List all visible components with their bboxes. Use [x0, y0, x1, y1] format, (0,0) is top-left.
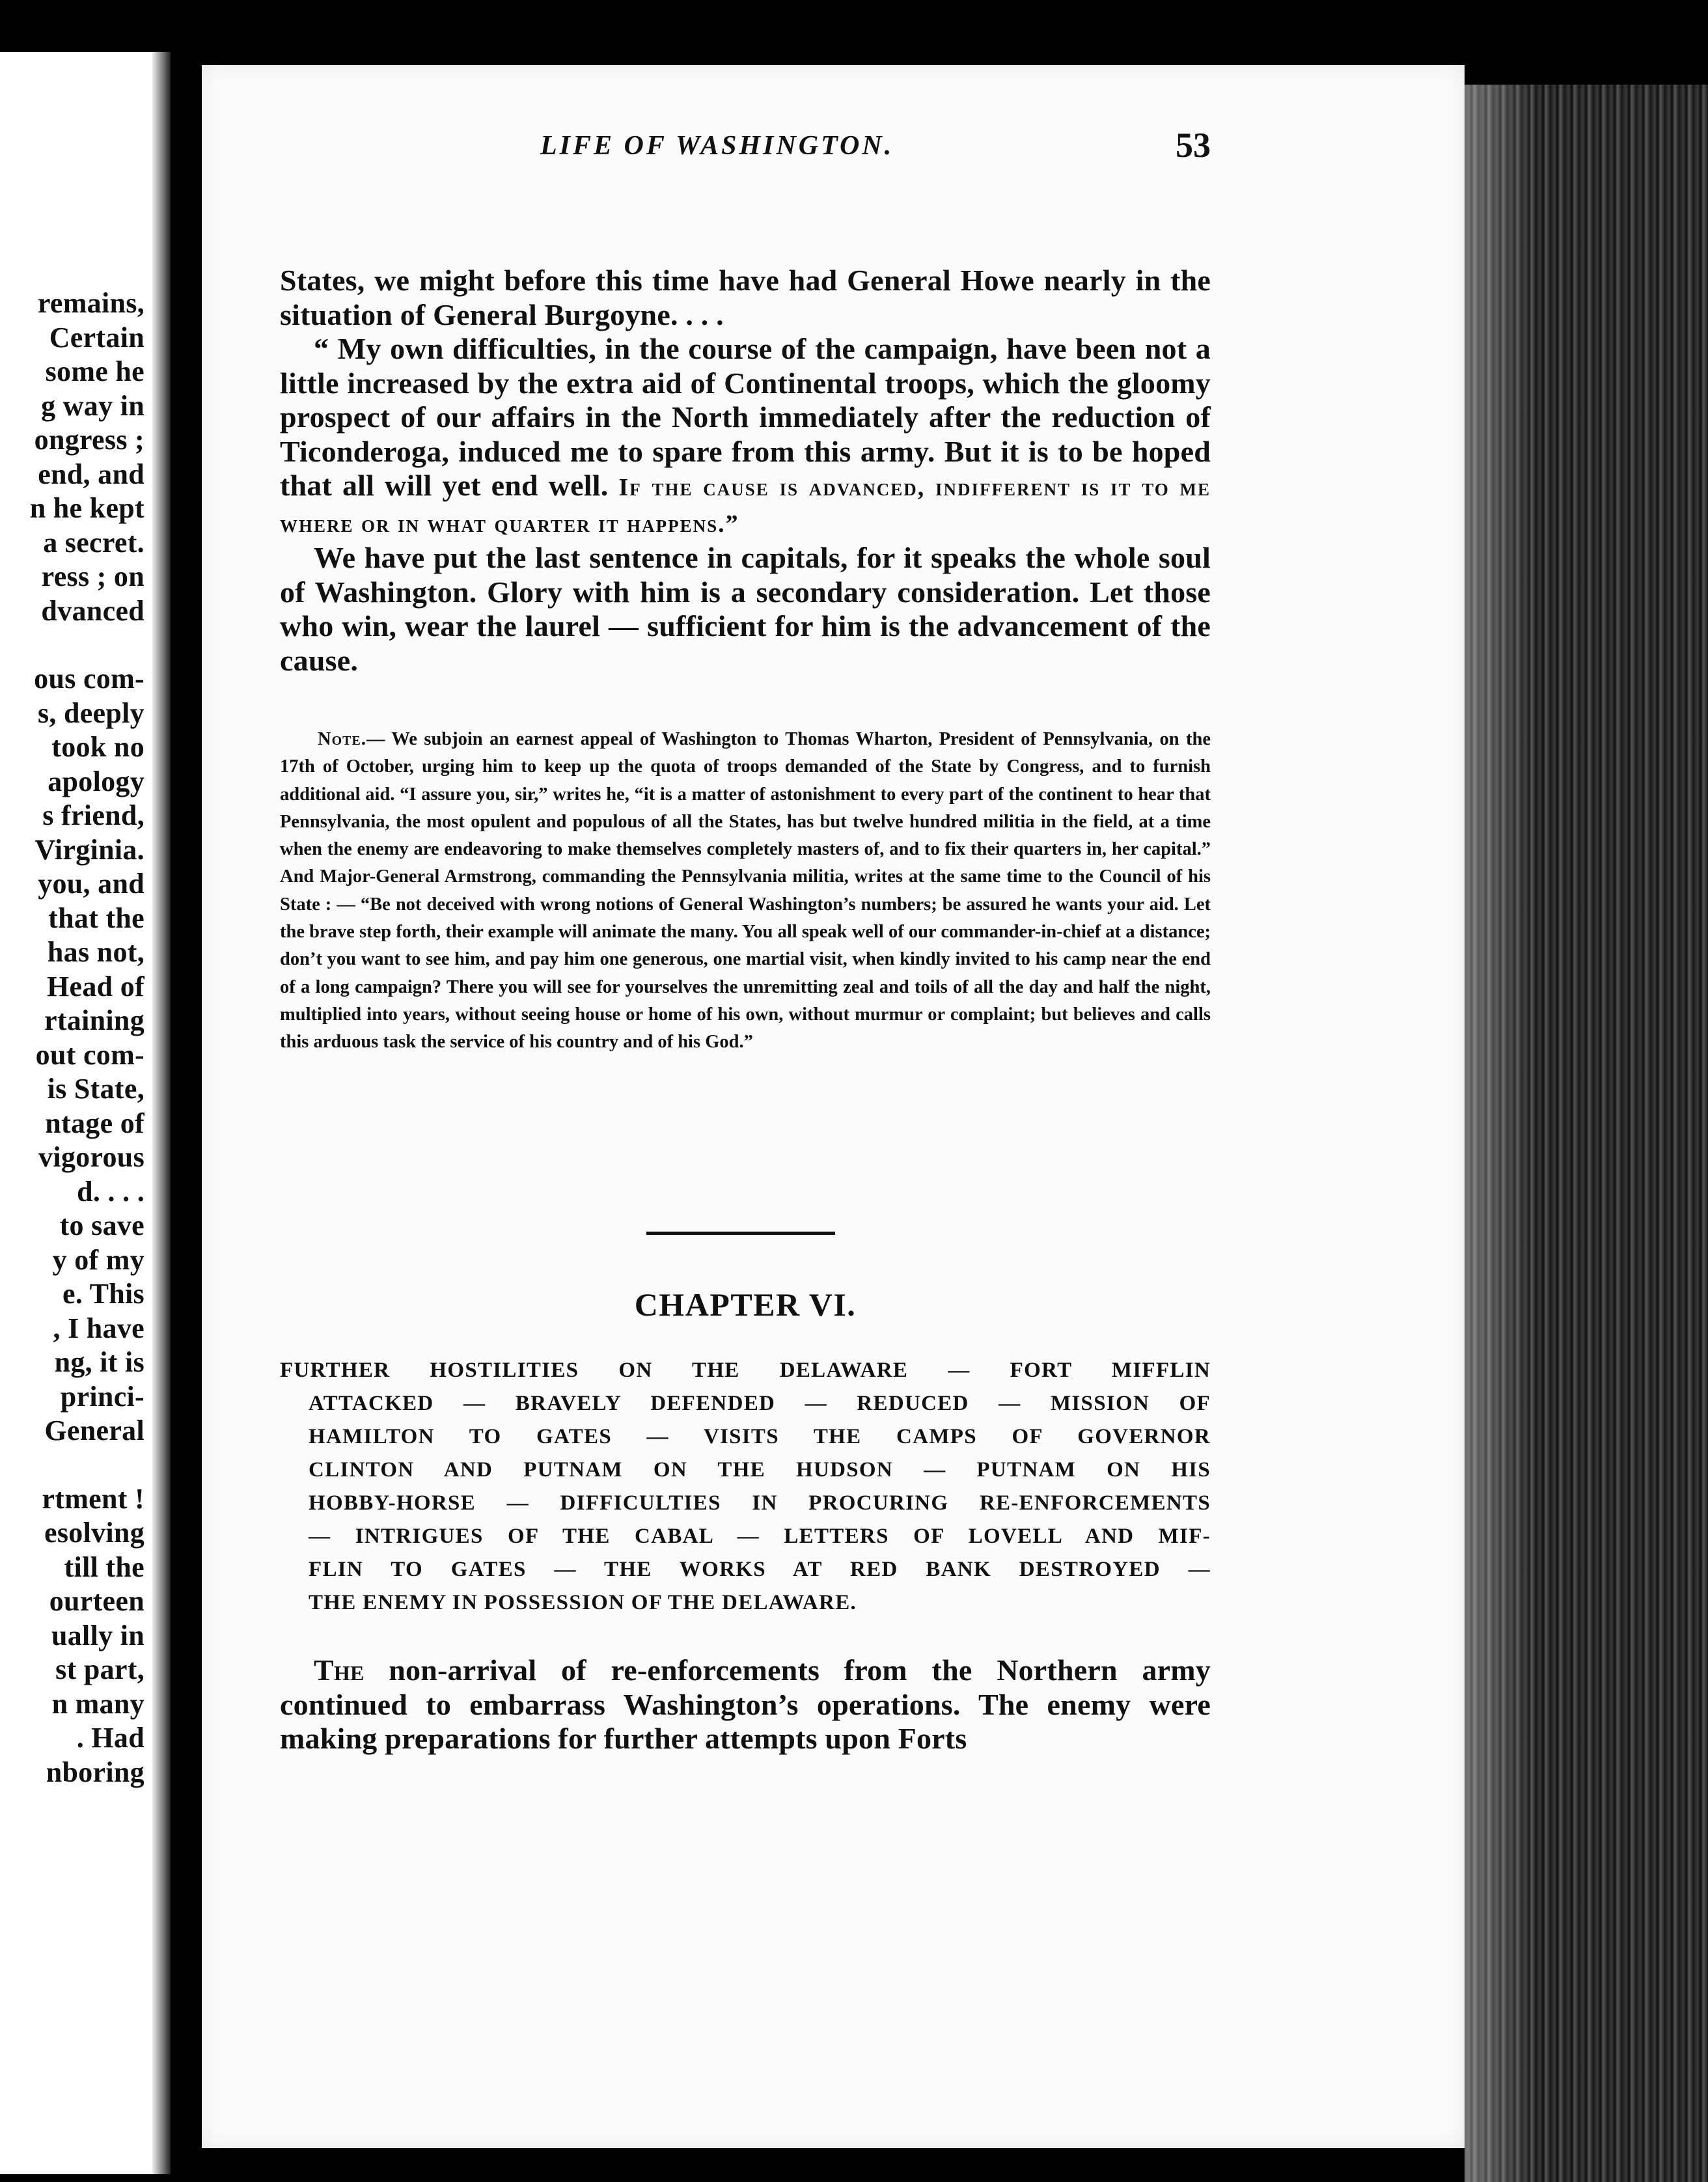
summary-line: HAMILTON TO GATES — VISITS THE CAMPS OF GOVERNOR [309, 1425, 1211, 1448]
chapter-opening [280, 1653, 1211, 1756]
left-page-line: till the [64, 1551, 145, 1583]
opening-paragraph [280, 1653, 1211, 1756]
left-page-line: rtment ! [42, 1482, 145, 1515]
opening-text: non-arrival of re-enforcements from the Northern army continued to embarrass Washington’s operations. The enemy were making preparations for further attempts upon Forts [280, 1653, 1211, 1755]
left-page-line: g way in [41, 389, 145, 422]
paragraph-commentary: We have put the last sentence in capitals, for it speaks the whole soul of Washington. Glory with him is a secondary consideration. Let those who win, wear the laurel — sufficient for him is the advancement of the cause. [280, 541, 1211, 677]
summary-line: FLIN TO GATES — THE WORKS AT RED BANK DESTROYED — [309, 1558, 1211, 1581]
left-facing-page [0, 52, 171, 2174]
left-page-line: that the [48, 902, 145, 934]
left-page-line: you, and [38, 868, 145, 900]
left-page-line [30, 1448, 145, 1482]
summary-line: FURTHER HOSTILITIES ON THE DELAWARE — FORT MIFFLIN [280, 1359, 1211, 1382]
left-page-line: General [44, 1415, 145, 1446]
left-page-line: ourteen [49, 1585, 145, 1617]
left-page-line: end, and [38, 458, 145, 490]
left-page-line: rtaining [44, 1004, 145, 1036]
left-page-line: ually in [51, 1619, 145, 1651]
left-page-line: dvanced [41, 594, 145, 627]
summary-line: THE ENEMY IN POSSESSION OF THE DELAWARE. [309, 1591, 857, 1614]
chapter-divider-rule [646, 1232, 835, 1235]
left-page-line: vigorous [38, 1141, 145, 1173]
chapter-summary [280, 1354, 1211, 1620]
left-page-line: st part, [55, 1653, 145, 1685]
left-page-line: remains, [37, 287, 145, 319]
left-page-line: is State, [47, 1073, 145, 1105]
opening-word: The [314, 1653, 365, 1687]
left-page-line: some he [45, 355, 145, 387]
footnote [280, 726, 1211, 1056]
book-gutter [152, 52, 171, 2174]
left-page-line: princi- [60, 1380, 145, 1413]
paragraph-quote [280, 332, 1211, 541]
left-page-line: ongress ; [34, 424, 145, 456]
note-text: — We subjoin an earnest appeal of Washington to Thomas Wharton, President of Pennsylvania, on the 17th of October, urging him to keep up the quota of troops demanded of the State by Congress, and to furnish additional aid. “I assure you, sir,” writes he, “it is a matter of astonishment to every part of the continent to hear that Pennsylvania, the most opulent and populous of all the States, has but twelve hundred militia in the field, at a time when the enemy are endeavoring to make themselves completely masters of, and to fix their quarters in, her capital.” And Major-General Armstrong, commanding the Pennsylvania militia, writes at the same time to the Council of his State : — “Be not deceived with wrong notions of General Washington’s numbers; be assured he wants your aid. Let the brave step forth, their example will animate the many. You all speak well of our commander-in-chief at a distance; don’t you want to see him, and pay him one generous, one martial visit, when kindly invited to his camp near the end of a long campaign? There you will see for yourselves the unremitting zeal and toils of all the day and half the night, multiplied into years, without seeing house or home of his own, without murmur or complaint; but believes and calls this arduous task the service of his country and of his God.” [280, 729, 1211, 1053]
left-page-text [30, 286, 145, 1789]
left-page-line [30, 628, 145, 662]
quote-text: “ My own difficulties, in the course of the campaign, have been not a little increased by the extra aid of Continental troops, which the gloomy prospect of our affairs in the North immediately after the reduction of Ticonderoga, induced me to spare from this army. But it is to be hoped that all will yet end well. [280, 332, 1211, 502]
left-page-line: Certain [49, 321, 145, 353]
left-page-line: , I have [53, 1312, 145, 1344]
left-page-line: ous com- [34, 663, 145, 695]
left-page-line: a secret. [43, 526, 145, 559]
left-page-line: s friend, [42, 799, 145, 831]
running-head [280, 126, 1211, 176]
left-page-line: ng, it is [54, 1346, 145, 1378]
left-page-line: y of my [52, 1243, 145, 1276]
summary-line: HOBBY-HORSE — DIFFICULTIES IN PROCURING RE-ENFORCEMENTS [309, 1491, 1211, 1515]
left-page-line: apology [48, 765, 145, 797]
left-page-line: e. This [62, 1278, 145, 1310]
book-page-edges [1465, 85, 1708, 2182]
left-page-line: Virginia. [34, 833, 145, 866]
paragraph-continuation: States, we might before this time have had General Howe nearly in the situation of General Burgoyne. . . . [280, 264, 1211, 331]
left-page-line: took no [51, 731, 145, 763]
left-page-line: ress ; on [41, 560, 145, 592]
left-page-line: nboring [46, 1756, 145, 1788]
left-page-line: n he kept [29, 492, 145, 524]
note-label: Note. [318, 729, 366, 749]
left-page-line: . Had [76, 1722, 145, 1754]
left-page-line: n many [51, 1687, 145, 1720]
quote-capitals: If the cause is advanced, indifferent is it to me where or in what quarter it happens.” [280, 474, 1211, 538]
left-page-line: d. . . . [77, 1175, 145, 1208]
body-paragraphs [280, 264, 1211, 678]
summary-line: CLINTON AND PUTNAM ON THE HUDSON — PUTNAM ON HIS [309, 1458, 1211, 1482]
left-page-line: out com- [35, 1038, 145, 1071]
left-page-line: esolving [44, 1517, 145, 1549]
left-page-line: to save [59, 1209, 145, 1241]
left-page-line: ntage of [45, 1107, 145, 1139]
summary-line: ATTACKED — BRAVELY DEFENDED — REDUCED — MISSION OF [309, 1392, 1211, 1415]
left-page-line: has not, [47, 936, 145, 968]
left-page-line: Head of [47, 970, 145, 1002]
running-title: LIFE OF WASHINGTON. [540, 131, 894, 161]
page-number: 53 [1176, 126, 1211, 165]
left-page-line: s, deeply [37, 697, 145, 729]
summary-line: — INTRIGUES OF THE CABAL — LETTERS OF LOVELL AND MIF- [309, 1525, 1211, 1548]
chapter-title: CHAPTER VI. [634, 1286, 857, 1323]
